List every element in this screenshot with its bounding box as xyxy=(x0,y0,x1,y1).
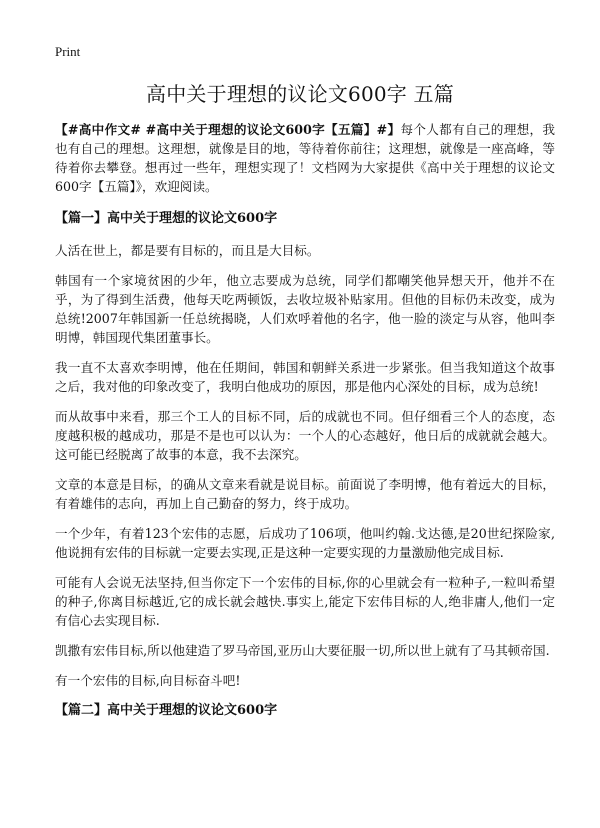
paragraph: 文章的本意是目标，的确从文章来看就是说目标。前面说了李明博，他有着远大的目标，有着雄伟的志向，再加上自己勤奋的努力，终于成功。 xyxy=(55,477,555,511)
paragraph: 韩国有一个家境贫困的少年，他立志要成为总统，同学们都嘲笑他异想天开，他并不在乎，为了得到生活费，他每天吃两顿饭，去收垃圾补贴家用。但他的目标仍未改变，成为总统!2007年韩国新一任总统揭晓，人们欢呼着他的名字，他一脸的淡定与从容，他叫李明博，韩国现代集团董事长。 xyxy=(55,273,555,345)
paragraph: 一个少年，有着123个宏伟的志愿，后成功了106项，他叫约翰.戈达德,是20世纪探险家,他说拥有宏伟的目标就一定要去实现,正是这种一定要实现的力量激励他完成目标. xyxy=(55,526,555,560)
page-title: 高中关于理想的议论文600字 五篇 xyxy=(146,82,454,106)
paragraph: 凯撒有宏伟目标,所以他建造了罗马帝国,亚历山大要征服一切,所以世上就有了马其顿帝国. xyxy=(55,643,550,658)
intro-text: 每个人都有自己的理想，我也有自己的理想。这理想，就像是目的地，等待着你前往；这理想，就像是一座高峰，等待着你去攀登。想再过一些年，理想实现了！文档网为大家提供《高中关于理想的议论文600字【五篇】》，欢迎阅读。 xyxy=(55,122,556,194)
section-heading-2: 【篇二】高中关于理想的议论文600字 xyxy=(55,703,278,718)
paragraph: 而从故事中来看，那三个工人的目标不同，后的成就也不同。但仔细看三个人的态度，态度越积极的越成功，那是不是也可以认为：一个人的心态越好，他日后的成就就会越大。这可能已经脱离了故事的本意，我不去深究。 xyxy=(55,409,555,462)
article-body xyxy=(55,120,555,733)
intro-paragraph xyxy=(55,120,555,196)
print-link[interactable]: Print xyxy=(55,44,81,59)
paragraph: 人活在世上，都是要有目标的，而且是大目标。 xyxy=(55,243,320,258)
intro-tag: 【#高中作文# #高中关于理想的议论文600字【五篇】#】 xyxy=(55,122,401,137)
paragraph: 可能有人会说无法坚持,但当你定下一个宏伟的目标,你的心里就会有一粒种子,一粒叫希望的种子,你离目标越近,它的成长就会越快.事实上,能定下宏伟目标的人,绝非庸人,他们一定有信心去实现目标. xyxy=(55,575,555,628)
paragraph: 有一个宏伟的目标,向目标奋斗吧! xyxy=(55,673,241,688)
section-heading-1: 【篇一】高中关于理想的议论文600字 xyxy=(55,211,278,226)
paragraph: 我一直不太喜欢李明博，他在任期间，韩国和朝鲜关系进一步紧张。但当我知道这个故事之后，我对他的印象改变了，我明白他成功的原因，那是他内心深处的目标，成为总统! xyxy=(55,360,555,394)
